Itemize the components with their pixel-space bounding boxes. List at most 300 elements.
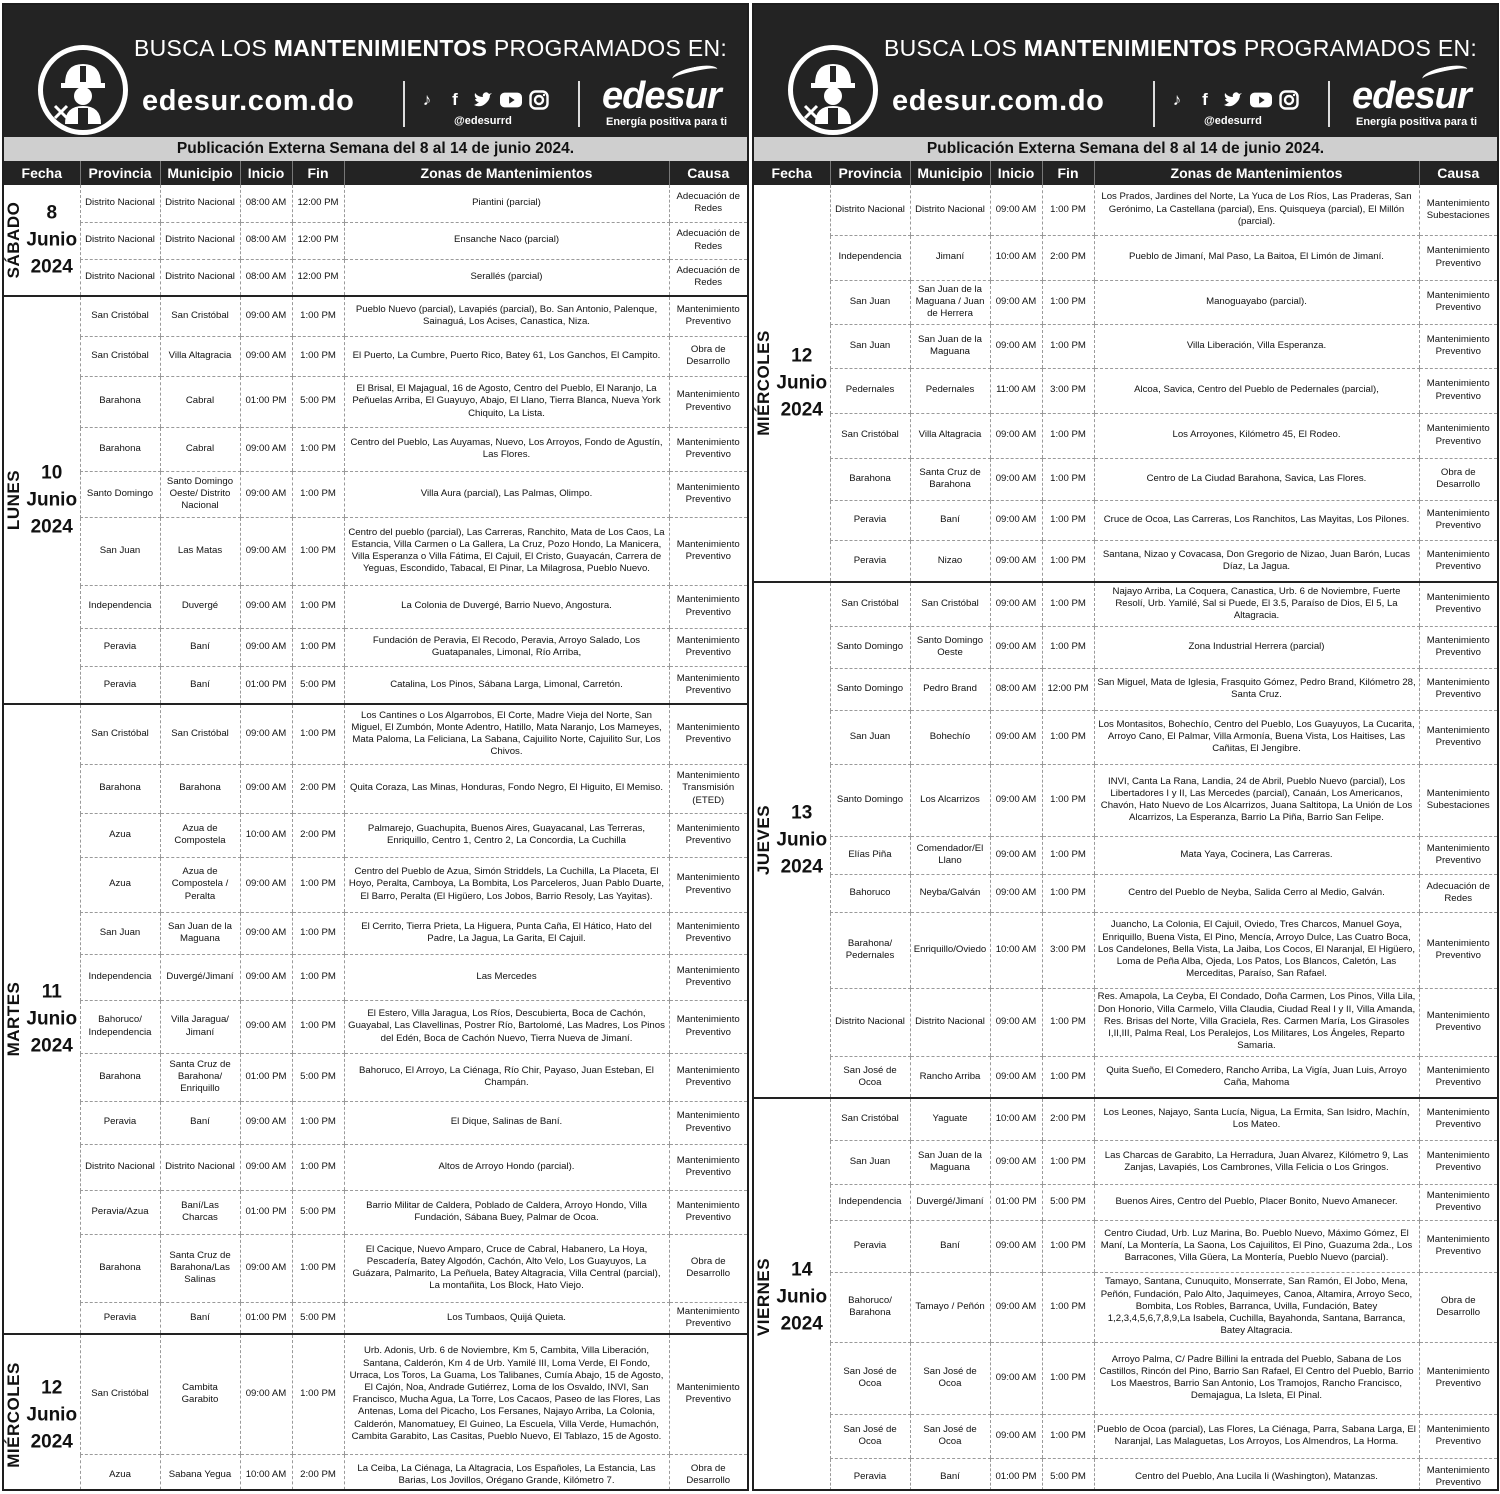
inicio-cell: 01:00 PM: [240, 666, 292, 704]
date-year: 2024: [780, 856, 823, 878]
fin-cell: 1:00 PM: [1042, 582, 1094, 626]
provincia-cell: Distrito Nacional: [830, 988, 910, 1056]
provincia-cell: Elías Piña: [830, 836, 910, 874]
zonas-cell: Tamayo, Santana, Cunuquito, Monserrate, San Ramón, El Jobo, Mena, Peñón, Fundación, Palo Alto, Jaquimeyes, Canoa, Altamira, Arroyo Seco, Bombita, Los Robles, Barranca, Uvilla, Fundación, Batey 1,2,3,4,5,6,7,8,9,La Isabela, Cuchilla, Bayahonda, Santana, Barranca, Batey Altagracia.: [1094, 1272, 1419, 1342]
zonas-cell: Catalina, Los Pinos, Sábana Larga, Limonal, Carretón.: [344, 666, 669, 704]
date-year: 2024: [780, 1313, 823, 1335]
municipio-cell: San Juan de la Maguana: [910, 324, 990, 368]
municipio-cell: Santo Domingo Oeste: [910, 626, 990, 668]
municipio-cell: Las Matas: [160, 517, 240, 585]
fin-cell: 1:00 PM: [1042, 185, 1094, 235]
table-row: [4, 1190, 747, 1234]
table-row: [754, 988, 1497, 1056]
provincia-cell: Distrito Nacional: [80, 1144, 160, 1190]
brand-logo: edesur: [602, 75, 721, 117]
inicio-cell: 11:00 AM: [990, 368, 1042, 413]
table-row: [4, 1144, 747, 1190]
causa-cell: Mantenimiento Preventivo: [669, 1302, 747, 1334]
inicio-cell: 09:00 AM: [990, 540, 1042, 582]
inicio-cell: 09:00 AM: [240, 704, 292, 764]
left-panel: [2, 3, 749, 1491]
inicio-cell: 01:00 PM: [990, 1184, 1042, 1220]
causa-cell: Mantenimiento Preventivo: [1419, 1414, 1497, 1458]
provincia-cell: Peravia: [80, 1101, 160, 1144]
zonas-cell: Centro del Pueblo de Neyba, Salida Cerro al Medio, Galván.: [1094, 874, 1419, 912]
zonas-cell: Arroyo Palma, C/ Padre Billini la entrada del Pueblo, Sabana de Los Castillos, Rincón del Pino, Barrio San Rafael, El Centro del Pueblo, Barrio Los Maestros, Barrio San Antonio, Los Tramojos, Rancho Francisco, Demajagua, La Isleta, El Pinal.: [1094, 1342, 1419, 1414]
col-fecha: Fecha: [4, 161, 80, 185]
date-cell: [754, 185, 830, 582]
provincia-cell: Barahona: [80, 764, 160, 813]
municipio-cell: Jimaní: [910, 235, 990, 280]
provincia-cell: Barahona: [80, 1234, 160, 1302]
fin-cell: 1:00 PM: [1042, 1414, 1094, 1458]
twitter-icon[interactable]: [472, 89, 494, 111]
fin-cell: 12:00 PM: [292, 185, 344, 222]
zonas-cell: Juancho, La Colonia, El Cajuil, Oviedo, Tres Charcos, Manuel Goya, Enriquillo, Buena Vista, El Pino, Mencía, Arroyo Dulce, Las Cuatro Boca, Los Candelones, Bella Vista, La Jaiba, Los Cocos, El Naranjal, El Higüero, Loma de Peña Alba, Ojeda, Los Patos, Los Blancos, Caletón, Las Merceditas, Paraíso, San Rafael.: [1094, 912, 1419, 988]
causa-cell: Mantenimiento Preventivo: [669, 666, 747, 704]
fin-cell: 2:00 PM: [292, 764, 344, 813]
fin-cell: 12:00 PM: [292, 259, 344, 296]
municipio-cell: Pedernales: [910, 368, 990, 413]
instagram-icon[interactable]: [528, 89, 550, 111]
col-causa: Causa: [669, 161, 747, 185]
table-row: [754, 324, 1497, 368]
date-day: 8: [46, 202, 58, 224]
day-name: JUEVES: [754, 804, 773, 876]
day-date: [24, 1375, 80, 1456]
inicio-cell: 09:00 AM: [990, 1342, 1042, 1414]
table-row: [4, 764, 747, 813]
col-fin: Fin: [292, 161, 344, 185]
inicio-cell: 09:00 AM: [990, 764, 1042, 836]
municipio-cell: San José de Ocoa: [910, 1414, 990, 1458]
fin-cell: 1:00 PM: [292, 912, 344, 954]
publication-title: Publicación Externa Semana del 8 al 14 de junio 2024.: [754, 137, 1497, 161]
causa-cell: Mantenimiento Preventivo: [669, 912, 747, 954]
provincia-cell: Bahoruco/ Independencia: [80, 1000, 160, 1053]
col-provincia: Provincia: [80, 161, 160, 185]
inicio-cell: 09:00 AM: [240, 857, 292, 912]
table-body: [754, 185, 1497, 1491]
inicio-cell: 09:00 AM: [990, 280, 1042, 324]
table-row: [754, 1140, 1497, 1184]
municipio-cell: Baní/Las Charcas: [160, 1190, 240, 1234]
inicio-cell: 08:00 AM: [990, 668, 1042, 710]
fin-cell: 1:00 PM: [292, 1000, 344, 1053]
table-row: [754, 836, 1497, 874]
zonas-cell: San Miguel, Mata de Iglesia, Frasquito Gómez, Pedro Brand, Kilómetro 28, Santa Cruz.: [1094, 668, 1419, 710]
municipio-cell: Azua de Compostela / Peralta: [160, 857, 240, 912]
provincia-cell: Peravia: [830, 500, 910, 540]
causa-cell: Mantenimiento Preventivo: [669, 376, 747, 427]
causa-cell: Mantenimiento Preventivo: [1419, 668, 1497, 710]
provincia-cell: San Juan: [830, 1140, 910, 1184]
date-year: 2024: [30, 1431, 73, 1453]
inicio-cell: 10:00 AM: [990, 1098, 1042, 1140]
zonas-cell: Santana, Nizao y Covacasa, Don Gregorio de Nizao, Juan Barón, Lucas Díaz, La Jagua.: [1094, 540, 1419, 582]
zonas-cell: Los Arroyones, Kilómetro 45, El Rodeo.: [1094, 413, 1419, 458]
zonas-cell: Las Mercedes: [344, 954, 669, 1000]
causa-cell: Obra de Desarrollo: [669, 1234, 747, 1302]
causa-cell: Mantenimiento Preventivo: [669, 857, 747, 912]
col-inicio: Inicio: [990, 161, 1042, 185]
zonas-cell: Serallés (parcial): [344, 259, 669, 296]
date-cell: [4, 704, 80, 1334]
inicio-cell: 09:00 AM: [240, 296, 292, 336]
fin-cell: 2:00 PM: [1042, 1098, 1094, 1140]
table-row: [4, 666, 747, 704]
inicio-cell: 08:00 AM: [240, 222, 292, 259]
causa-cell: Mantenimiento Preventivo: [1419, 1140, 1497, 1184]
date-cell: [4, 1334, 80, 1491]
fin-cell: 1:00 PM: [1042, 500, 1094, 540]
inicio-cell: 09:00 AM: [990, 324, 1042, 368]
causa-cell: Mantenimiento Subestaciones: [1419, 185, 1497, 235]
zonas-cell: Cruce de Ocoa, Las Carreras, Los Ranchitos, Las Mayitas, Los Pilones.: [1094, 500, 1419, 540]
table-row: [754, 1272, 1497, 1342]
fin-cell: 1:00 PM: [292, 471, 344, 517]
provincia-cell: San Juan: [80, 517, 160, 585]
fin-cell: 1:00 PM: [1042, 458, 1094, 500]
municipio-cell: Cabral: [160, 427, 240, 471]
table-row: [4, 1302, 747, 1334]
col-municipio: Municipio: [160, 161, 240, 185]
fin-cell: 1:00 PM: [1042, 764, 1094, 836]
day-date: [24, 460, 80, 541]
table-row: [4, 336, 747, 376]
date-day: 12: [41, 1377, 63, 1399]
zonas-cell: Villa Aura (parcial), Las Palmas, Olimpo.: [344, 471, 669, 517]
col-inicio: Inicio: [240, 161, 292, 185]
fin-cell: 2:00 PM: [1042, 235, 1094, 280]
zonas-cell: Quita Sueño, El Comedero, Rancho Arriba, La Vigía, Juan Luis, Arroyo Caña, Mahoma: [1094, 1056, 1419, 1098]
table-row: [754, 1098, 1497, 1140]
provincia-cell: San Juan: [830, 710, 910, 764]
provincia-cell: San Cristóbal: [830, 1098, 910, 1140]
zonas-cell: Zona Industrial Herrera (parcial): [1094, 626, 1419, 668]
causa-cell: Mantenimiento Preventivo: [669, 704, 747, 764]
date-day: 13: [791, 802, 813, 824]
inicio-cell: 09:00 AM: [240, 336, 292, 376]
fin-cell: 1:00 PM: [292, 857, 344, 912]
fin-cell: 1:00 PM: [292, 427, 344, 471]
provincia-cell: Barahona: [80, 427, 160, 471]
table-row: [4, 1000, 747, 1053]
causa-cell: Mantenimiento Preventivo: [1419, 710, 1497, 764]
col-zonas: Zonas de Mantenimientos: [1094, 161, 1419, 185]
social-icons: [1166, 89, 1300, 111]
date-year: 2024: [30, 516, 73, 538]
causa-cell: Mantenimiento Preventivo: [1419, 1098, 1497, 1140]
zonas-cell: INVI, Canta La Rana, Landia, 24 de Abril, Pueblo Nuevo (parcial), Los Libertadores I y II, Las Mercedes (parcial), Canaán, Los Americanos, Chavón, Hato Nuevo de Los Alcarrizos, Juana Saltitopa, La Unión de Los Alcarrizos, La Esperanza, Barrio La Piña, Barrio San Felipe.: [1094, 764, 1419, 836]
fin-cell: 5:00 PM: [292, 1190, 344, 1234]
maintenance-table: [754, 161, 1497, 1491]
table-row: [754, 1220, 1497, 1272]
publication-title: Publicación Externa Semana del 8 al 14 de junio 2024.: [4, 137, 747, 161]
website-link[interactable]: edesur.com.do: [892, 85, 1105, 117]
right-panel: [752, 3, 1499, 1491]
provincia-cell: San Cristóbal: [830, 582, 910, 626]
table-row: [754, 912, 1497, 988]
causa-cell: Obra de Desarrollo: [669, 1454, 747, 1491]
inicio-cell: 10:00 AM: [990, 912, 1042, 988]
table-row: [754, 582, 1497, 626]
table-row: [4, 185, 747, 222]
causa-cell: Adecuación de Redes: [1419, 874, 1497, 912]
inicio-cell: 09:00 AM: [990, 582, 1042, 626]
date-cell: [4, 185, 80, 296]
col-fecha: Fecha: [754, 161, 830, 185]
divider: [1328, 81, 1330, 127]
municipio-cell: Baní: [160, 1302, 240, 1334]
table-row: [4, 1101, 747, 1144]
date-cell: [4, 296, 80, 704]
zonas-cell: Fundación de Peravia, El Recodo, Peravia, Arroyo Salado, Los Guatapanales, Limonal, Río Arriba,: [344, 628, 669, 666]
provincia-cell: San José de Ocoa: [830, 1056, 910, 1098]
municipio-cell: Tamayo / Peñón: [910, 1272, 990, 1342]
municipio-cell: Distrito Nacional: [160, 1144, 240, 1190]
zonas-cell: Centro del Pueblo de Azua, Simón Striddels, La Cuchilla, La Placeta, El Hoyo, Peralta, Camboya, La Bombita, Los Parceleros, Juan Pablo Duarte, El Barro, Peralta (El Higüero, Los Jobos, Barrio Resoly, Las Yayitas).: [344, 857, 669, 912]
causa-cell: Mantenimiento Preventivo: [1419, 1056, 1497, 1098]
fin-cell: 1:00 PM: [1042, 413, 1094, 458]
causa-cell: Mantenimiento Preventivo: [669, 1190, 747, 1234]
date-day: 11: [41, 981, 62, 1003]
fin-cell: 5:00 PM: [1042, 1184, 1094, 1220]
table-row: [754, 185, 1497, 235]
provincia-cell: Barahona: [80, 376, 160, 427]
municipio-cell: Pedro Brand: [910, 668, 990, 710]
inicio-cell: 08:00 AM: [240, 185, 292, 222]
tiktok-icon[interactable]: ♪: [422, 90, 432, 109]
causa-cell: Mantenimiento Transmisión (ETED): [669, 764, 747, 813]
day-name: MIÉRCOLES: [754, 330, 773, 436]
table-row: [4, 427, 747, 471]
brand-tagline: Energía positiva para ti: [1356, 116, 1478, 128]
provincia-cell: Santo Domingo: [830, 668, 910, 710]
twitter-icon[interactable]: [1222, 89, 1244, 111]
divider: [403, 81, 405, 127]
inicio-cell: 10:00 AM: [240, 813, 292, 857]
inicio-cell: 09:00 AM: [240, 912, 292, 954]
municipio-cell: Santa Cruz de Barahona/ Enriquillo: [160, 1053, 240, 1101]
date-day: 12: [791, 345, 813, 367]
fin-cell: 1:00 PM: [1042, 874, 1094, 912]
table-row: [4, 222, 747, 259]
table-row: [754, 368, 1497, 413]
website-link[interactable]: edesur.com.do: [142, 85, 355, 117]
table-header: [4, 161, 747, 185]
municipio-cell: Rancho Arriba: [910, 1056, 990, 1098]
causa-cell: Mantenimiento Preventivo: [669, 1334, 747, 1454]
date-cell: [754, 1098, 830, 1491]
causa-cell: Mantenimiento Preventivo: [669, 954, 747, 1000]
municipio-cell: Cabral: [160, 376, 240, 427]
divider: [1153, 81, 1155, 127]
table-body: [4, 185, 747, 1491]
table-row: [754, 626, 1497, 668]
provincia-cell: Peravia: [830, 1458, 910, 1491]
brand-tagline: Energía positiva para ti: [606, 116, 728, 128]
fin-cell: 3:00 PM: [1042, 368, 1094, 413]
day-name: VIERNES: [754, 1257, 773, 1337]
causa-cell: Mantenimiento Preventivo: [1419, 1458, 1497, 1491]
zonas-cell: Centro del pueblo (parcial), Las Carreras, Ranchito, Mata de Los Caos, La Estancia, Villa Carmen o La Gallera, La Cruz, Pozo Hondo, La Manicera, Villa Esperanza o Villa Fátima, El Cajuil, El Cristo, Guayacán, Carrera de Yeguas, Escondido, Tabacal, El Pinar, La Milagrosa, Pueblo Nuevo.: [344, 517, 669, 585]
municipio-cell: Santa Cruz de Barahona/Las Salinas: [160, 1234, 240, 1302]
causa-cell: Mantenimiento Preventivo: [1419, 626, 1497, 668]
causa-cell: Mantenimiento Subestaciones: [1419, 764, 1497, 836]
causa-cell: Mantenimiento Preventivo: [669, 1053, 747, 1101]
causa-cell: Mantenimiento Preventivo: [669, 628, 747, 666]
inicio-cell: 09:00 AM: [990, 1140, 1042, 1184]
municipio-cell: Distrito Nacional: [160, 185, 240, 222]
fin-cell: 1:00 PM: [292, 704, 344, 764]
inicio-cell: 09:00 AM: [990, 710, 1042, 764]
inicio-cell: 09:00 AM: [240, 628, 292, 666]
municipio-cell: San Cristóbal: [160, 704, 240, 764]
fin-cell: 1:00 PM: [1042, 836, 1094, 874]
col-fin: Fin: [1042, 161, 1094, 185]
provincia-cell: Distrito Nacional: [830, 185, 910, 235]
zonas-cell: El Cacique, Nuevo Amparo, Cruce de Cabral, Habanero, La Hoya, Pescadería, Batey Algodón, Cachón, Alto Velo, Los Guayuyos, La Guázara, Palmarito, La Peñuela, Batey Altagracia, Villa Central (parcial), La montañita, Los Block, Hato Viejo.: [344, 1234, 669, 1302]
provincia-cell: Distrito Nacional: [80, 259, 160, 296]
table-header: [754, 161, 1497, 185]
fin-cell: 1:00 PM: [1042, 1140, 1094, 1184]
day-date: [774, 343, 830, 424]
provincia-cell: Peravia: [830, 540, 910, 582]
causa-cell: Mantenimiento Preventivo: [1419, 500, 1497, 540]
municipio-cell: Cambita Garabito: [160, 1334, 240, 1454]
causa-cell: Mantenimiento Preventivo: [1419, 582, 1497, 626]
table-row: [4, 471, 747, 517]
zonas-cell: Los Prados, Jardines del Norte, La Yuca de Los Ríos, Las Praderas, San Gerónimo, La Castellana (parcial), Ens. Quisqueya (parcial), El Millón (parcial).: [1094, 185, 1419, 235]
day-name: LUNES: [4, 469, 23, 531]
banner: [754, 5, 1497, 137]
social-handle: @edesurrd: [454, 115, 512, 127]
zonas-cell: Palmarejo, Guachupita, Buenos Aires, Guayacanal, Las Terreras, Enriquillo, Centro 1, Centro 2, La Concordia, La Cuchilla: [344, 813, 669, 857]
zonas-cell: Los Cantines o Los Algarrobos, El Corte, Madre Vieja del Norte, San Miguel, El Zumbón, Monte Adentro, Hatillo, Mata Naranjo, Los Mameyes, Mata Paloma, La Feliciana, La Sabana, Cajuilito Norte, Cajuilito Sur, Los Chivos.: [344, 704, 669, 764]
youtube-icon[interactable]: [500, 89, 522, 111]
fin-cell: 1:00 PM: [292, 954, 344, 1000]
fin-cell: 1:00 PM: [1042, 1342, 1094, 1414]
facebook-icon[interactable]: f: [1202, 90, 1208, 109]
fin-cell: 5:00 PM: [292, 1302, 344, 1334]
provincia-cell: San Juan: [80, 912, 160, 954]
provincia-cell: Santo Domingo: [830, 764, 910, 836]
inicio-cell: 01:00 PM: [240, 1190, 292, 1234]
date-day: 10: [41, 462, 63, 484]
municipio-cell: Baní: [160, 628, 240, 666]
provincia-cell: Azua: [80, 813, 160, 857]
table-row: [4, 704, 747, 764]
municipio-cell: Neyba/Galván: [910, 874, 990, 912]
zonas-cell: El Cerrito, Tierra Prieta, La Higuera, Punta Caña, El Hático, Hato del Padre, La Jagua, La Garita, El Cajuil.: [344, 912, 669, 954]
inicio-cell: 01:00 PM: [240, 1302, 292, 1334]
inicio-cell: 09:00 AM: [990, 626, 1042, 668]
fin-cell: 5:00 PM: [1042, 1458, 1094, 1491]
table-row: [4, 1234, 747, 1302]
facebook-icon[interactable]: f: [452, 90, 458, 109]
provincia-cell: Bahoruco: [830, 874, 910, 912]
zonas-cell: Centro Ciudad, Urb. Luz Marina, Bo. Pueblo Nuevo, Máximo Gómez, El Maní, La Montería, La Saona, Los Cajuilitos, El Pino, Guazuma 2da., Los Barracones, Villa Güera, La Montería, Pueblo Nuevo (parcial).: [1094, 1220, 1419, 1272]
table-row: [754, 413, 1497, 458]
municipio-cell: Duvergé/Jimaní: [910, 1184, 990, 1220]
municipio-cell: Distrito Nacional: [910, 988, 990, 1056]
provincia-cell: Peravia: [80, 628, 160, 666]
municipio-cell: Baní: [910, 500, 990, 540]
col-causa: Causa: [1419, 161, 1497, 185]
zonas-cell: Altos de Arroyo Hondo (parcial).: [344, 1144, 669, 1190]
fin-cell: 1:00 PM: [1042, 626, 1094, 668]
zonas-cell: Urb. Adonis, Urb. 6 de Noviembre, Km 5, Cambita, Villa Liberación, Santana, Calderón, Km 4 de Urb. Yamilé III, Loma Verde, El Fondo, Urraca, Los Toros, La Guama, Los Talibanes, Cumía Abajo, 15 de Agosto, El Cajón, Noa, Andrade Gutiérrez, Loma de los Osvaldo, INVI, San Francisco, Mucha Agua, La Torre, Los Cacaos, Paseo de las Flores, Las Antenas, Loma del Picacho, Los Fersanes, Najayo Arriba, La Colonia, Calderón, Manomatuey, El Guineo, La Escuela, Villa Verde, Humachón, Cambita Garabito, Las Casitas, Pueblo Nuevo, El Tablazo, 15 de Agosto.: [344, 1334, 669, 1454]
inicio-cell: 01:00 PM: [990, 1458, 1042, 1491]
provincia-cell: San Cristóbal: [80, 704, 160, 764]
causa-cell: Mantenimiento Preventivo: [669, 1000, 747, 1053]
provincia-cell: Distrito Nacional: [80, 222, 160, 259]
inicio-cell: 09:00 AM: [240, 1000, 292, 1053]
causa-cell: Mantenimiento Preventivo: [1419, 413, 1497, 458]
fin-cell: 1:00 PM: [1042, 710, 1094, 764]
municipio-cell: Los Alcarrizos: [910, 764, 990, 836]
inicio-cell: 09:00 AM: [240, 427, 292, 471]
tiktok-icon[interactable]: ♪: [1172, 90, 1182, 109]
inicio-cell: 09:00 AM: [240, 585, 292, 628]
causa-cell: Mantenimiento Preventivo: [669, 813, 747, 857]
inicio-cell: 09:00 AM: [990, 1220, 1042, 1272]
date-month: Junio: [26, 489, 78, 511]
banner-title: BUSCA LOS MANTENIMIENTOS PROGRAMADOS EN:: [884, 35, 1478, 61]
table-row: [4, 1454, 747, 1491]
day-date: [24, 979, 80, 1060]
provincia-cell: Peravia: [80, 666, 160, 704]
worker-icon: [788, 45, 878, 135]
table-row: [754, 1458, 1497, 1491]
fin-cell: 5:00 PM: [292, 1053, 344, 1101]
zonas-cell: Ensanche Naco (parcial): [344, 222, 669, 259]
fin-cell: 3:00 PM: [1042, 912, 1094, 988]
youtube-icon[interactable]: [1250, 89, 1272, 111]
zonas-cell: Centro del Pueblo, Las Auyamas, Nuevo, Los Arroyos, Fondo de Agustín, Las Flores.: [344, 427, 669, 471]
col-zonas: Zonas de Mantenimientos: [344, 161, 669, 185]
causa-cell: Mantenimiento Preventivo: [1419, 1220, 1497, 1272]
zonas-cell: Barrio Militar de Caldera, Poblado de Caldera, Arroyo Hondo, Villa Fundación, Sábana Buey, Palmar de Ocoa.: [344, 1190, 669, 1234]
col-provincia: Provincia: [830, 161, 910, 185]
table-row: [4, 1053, 747, 1101]
fin-cell: 12:00 PM: [1042, 668, 1094, 710]
fin-cell: 1:00 PM: [292, 1234, 344, 1302]
zonas-cell: Buenos Aires, Centro del Pueblo, Placer Bonito, Nuevo Amanecer.: [1094, 1184, 1419, 1220]
date-year: 2024: [780, 399, 823, 421]
table-row: [4, 585, 747, 628]
causa-cell: Mantenimiento Preventivo: [669, 585, 747, 628]
brand-logo: edesur: [1352, 75, 1471, 117]
causa-cell: Mantenimiento Preventivo: [1419, 1184, 1497, 1220]
municipio-cell: Sabana Yegua: [160, 1454, 240, 1491]
table-row: [4, 813, 747, 857]
provincia-cell: Independencia: [830, 235, 910, 280]
fin-cell: 1:00 PM: [292, 1144, 344, 1190]
municipio-cell: San Cristóbal: [910, 582, 990, 626]
causa-cell: Mantenimiento Preventivo: [1419, 540, 1497, 582]
causa-cell: Adecuación de Redes: [669, 259, 747, 296]
maintenance-table: [4, 161, 747, 1491]
inicio-cell: 09:00 AM: [240, 1101, 292, 1144]
causa-cell: Mantenimiento Preventivo: [669, 296, 747, 336]
municipio-cell: Duvergé/Jimaní: [160, 954, 240, 1000]
municipio-cell: Baní: [910, 1458, 990, 1491]
zonas-cell: La Colonia de Duvergé, Barrio Nuevo, Angostura.: [344, 585, 669, 628]
instagram-icon[interactable]: [1278, 89, 1300, 111]
table-row: [754, 235, 1497, 280]
